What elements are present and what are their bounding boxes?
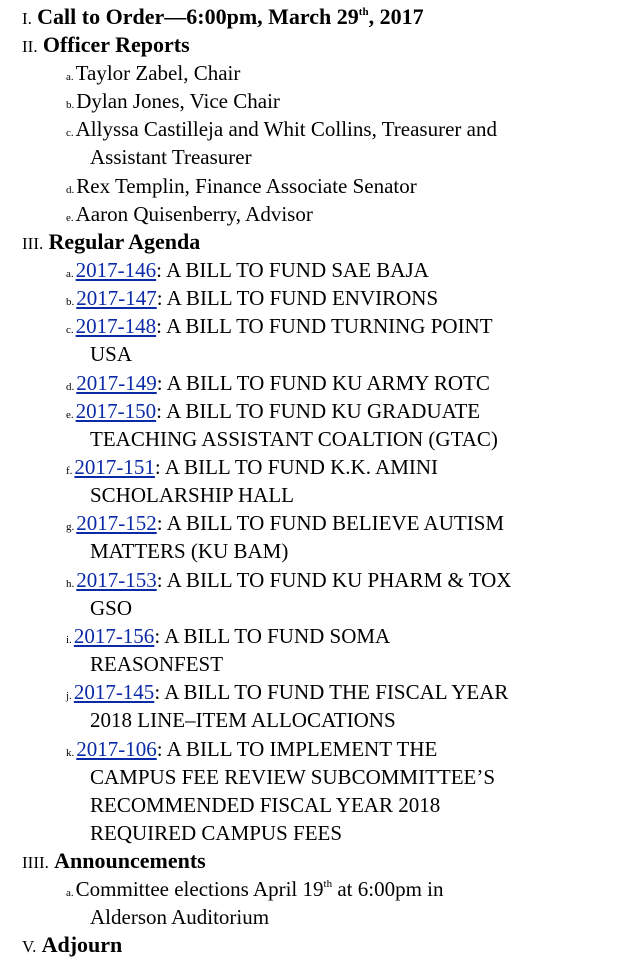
item-text: Taylor Zabel, Chair	[75, 61, 241, 85]
section-title: Adjourn	[41, 932, 123, 957]
item-letter: g.	[66, 521, 75, 533]
item-text-continued: CAMPUS FEE REVIEW SUBCOMMITTEE’S	[90, 765, 496, 789]
list-item	[66, 174, 417, 202]
list-item	[66, 258, 429, 286]
item-text-continued: Assistant Treasurer	[90, 145, 252, 169]
item-letter: k.	[66, 747, 75, 759]
item-letter: b.	[66, 296, 75, 308]
bill-link[interactable]: 2017-152	[76, 511, 157, 535]
section-regular-agenda	[22, 230, 200, 256]
item-text: : A BILL TO FUND KU PHARM & TOX	[156, 568, 512, 592]
item-text: Allyssa Castilleja and Whit Collins, Treasurer and	[75, 117, 497, 141]
bill-link[interactable]: 2017-145	[73, 680, 155, 704]
list-item	[66, 680, 508, 708]
item-text: : A BILL TO FUND BELIEVE AUTISM	[156, 511, 505, 535]
list-item	[66, 511, 504, 539]
item-letter: i.	[66, 634, 72, 646]
item-letter: a.	[66, 268, 74, 280]
section-numeral: I.	[22, 9, 32, 28]
list-item	[66, 737, 437, 765]
list-item	[66, 371, 490, 399]
item-letter: a.	[66, 887, 74, 899]
section-officer-reports	[22, 33, 190, 59]
item-letter: b.	[66, 99, 75, 111]
item-letter: c.	[66, 324, 74, 336]
list-item	[66, 202, 313, 230]
list-item	[66, 568, 511, 596]
list-item	[66, 117, 497, 145]
list-item	[66, 624, 390, 652]
section-title: Call to Order—6:00pm, March 29th, 2017	[37, 4, 424, 29]
item-text: : A BILL TO FUND SAE BAJA	[156, 258, 429, 282]
bill-link[interactable]: 2017-150	[75, 399, 157, 423]
bill-link[interactable]: 2017-147	[76, 286, 157, 310]
section-numeral: V.	[22, 937, 37, 956]
item-text: : A BILL TO FUND KU ARMY ROTC	[156, 371, 490, 395]
item-letter: d.	[66, 184, 75, 196]
item-letter: h.	[66, 578, 75, 590]
list-item	[66, 286, 438, 314]
item-letter: j.	[66, 690, 72, 702]
item-text: Aaron Quisenberry, Advisor	[75, 202, 313, 226]
bill-link[interactable]: 2017-153	[76, 568, 157, 592]
item-text: : A BILL TO FUND KU GRADUATE	[156, 399, 481, 423]
item-text: Rex Templin, Finance Associate Senator	[76, 174, 417, 198]
section-numeral: III.	[22, 234, 44, 253]
section-announcements	[22, 849, 206, 875]
item-text-continued: REQUIRED CAMPUS FEES	[90, 821, 343, 845]
bill-link[interactable]: 2017-149	[76, 371, 157, 395]
item-text-continued: GSO	[90, 596, 133, 620]
item-text: Committee elections April 19th at 6:00pm in	[75, 877, 444, 901]
item-text: Dylan Jones, Vice Chair	[76, 89, 280, 113]
item-text-continued: Alderson Auditorium	[90, 905, 270, 929]
list-item	[66, 89, 280, 117]
section-title: Officer Reports	[42, 32, 190, 57]
item-text: : A BILL TO FUND SOMA	[154, 624, 391, 648]
item-text: : A BILL TO FUND THE FISCAL YEAR	[154, 680, 509, 704]
bill-link[interactable]: 2017-148	[75, 314, 157, 338]
item-text-continued: RECOMMENDED FISCAL YEAR 2018	[90, 793, 441, 817]
item-text-continued: SCHOLARSHIP HALL	[90, 483, 294, 507]
section-call-to-order	[22, 5, 424, 31]
item-text: : A BILL TO FUND TURNING POINT	[156, 314, 493, 338]
section-title: Regular Agenda	[48, 229, 201, 254]
item-text: : A BILL TO IMPLEMENT THE	[156, 737, 438, 761]
item-letter: a.	[66, 71, 74, 83]
list-item	[66, 61, 240, 89]
item-letter: f.	[66, 465, 73, 477]
section-adjourn	[22, 933, 122, 959]
item-letter: d.	[66, 381, 75, 393]
item-text: : A BILL TO FUND K.K. AMINI	[154, 455, 439, 479]
item-letter: e.	[66, 212, 74, 224]
bill-link[interactable]: 2017-106	[76, 737, 157, 761]
bill-link[interactable]: 2017-151	[74, 455, 155, 479]
item-text: : A BILL TO FUND ENVIRONS	[156, 286, 439, 310]
item-text-continued: USA	[90, 342, 133, 366]
item-letter: e.	[66, 409, 74, 421]
item-text-continued: REASONFEST	[90, 652, 224, 676]
list-item	[66, 877, 444, 905]
list-item	[66, 455, 438, 483]
item-text-continued: MATTERS (KU BAM)	[90, 539, 289, 563]
bill-link[interactable]: 2017-156	[73, 624, 155, 648]
section-title: Announcements	[54, 848, 206, 873]
section-numeral: II.	[22, 37, 38, 56]
bill-link[interactable]: 2017-146	[75, 258, 157, 282]
section-numeral: IIII.	[22, 853, 49, 872]
item-letter: c.	[66, 127, 74, 139]
item-text-continued: TEACHING ASSISTANT COALTION (GTAC)	[90, 427, 498, 451]
list-item	[66, 399, 480, 427]
item-text-continued: 2018 LINE–ITEM ALLOCATIONS	[90, 708, 396, 732]
list-item	[66, 314, 493, 342]
